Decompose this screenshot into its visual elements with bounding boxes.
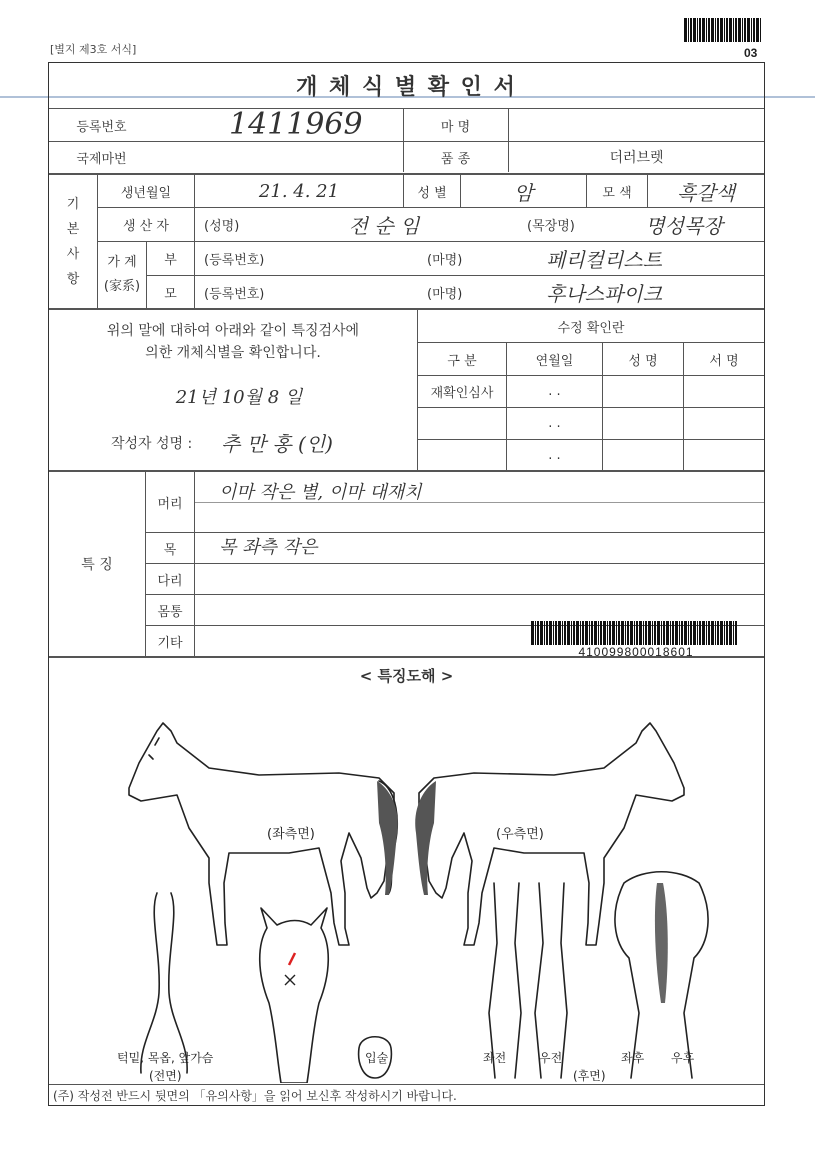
feature-neck-label: 목 bbox=[163, 542, 177, 558]
statement-line-2: 의한 개체식별을 확인합니다. bbox=[145, 345, 321, 361]
barcode-bar bbox=[558, 621, 561, 645]
barcode-bar bbox=[711, 621, 714, 645]
barcode-bar bbox=[654, 621, 656, 645]
divider bbox=[508, 109, 509, 172]
barcode-bar bbox=[531, 621, 534, 645]
barcode-bar bbox=[717, 621, 719, 645]
right-side-horse-outline bbox=[419, 723, 684, 945]
barcode-bar bbox=[562, 621, 563, 645]
barcode-bar bbox=[553, 621, 554, 645]
barcode-bar bbox=[720, 18, 723, 42]
sire-name-label: (마명) bbox=[427, 253, 463, 268]
feature-body-label: 몸통 bbox=[157, 604, 183, 620]
coat-value: 흑갈색 bbox=[677, 180, 735, 205]
divider bbox=[146, 594, 764, 595]
barcode-bar bbox=[708, 621, 710, 645]
form-tag: [별지 제3호 서식] bbox=[50, 43, 137, 56]
breeder-name-label: (성명) bbox=[204, 219, 240, 234]
divider bbox=[683, 343, 684, 470]
barcode-bar bbox=[715, 18, 716, 42]
barcode-bar bbox=[699, 621, 701, 645]
barcode-bar bbox=[591, 621, 593, 645]
barcode-bar bbox=[598, 621, 599, 645]
barcode-bar bbox=[657, 621, 660, 645]
revision-row-1-type: 재확인심사 bbox=[430, 386, 494, 401]
barcode-bar bbox=[726, 621, 728, 645]
barcode-bar bbox=[639, 621, 642, 645]
barcode-bar bbox=[661, 621, 662, 645]
barcode-bar bbox=[549, 621, 552, 645]
sex-label: 성 별 bbox=[417, 185, 447, 201]
barcode-bar bbox=[735, 18, 737, 42]
horse-name-label: 마 명 bbox=[440, 119, 471, 135]
barcode-bar bbox=[567, 621, 570, 645]
intl-no-value bbox=[155, 142, 403, 172]
feature-barcode bbox=[531, 621, 741, 645]
reg-no-value: 1411969 bbox=[229, 106, 363, 142]
front-label: 턱밑, 목옵, 앞가슴 bbox=[117, 1051, 214, 1065]
birth-value: 21. 4. 21 bbox=[258, 180, 340, 202]
barcode-bar bbox=[738, 18, 741, 42]
rear-view-outline bbox=[615, 872, 708, 1078]
horse-diagram bbox=[49, 683, 764, 1083]
writer-value: 추 만 홍 (인) bbox=[221, 431, 333, 456]
barcode-bar bbox=[715, 621, 716, 645]
barcode-bar bbox=[672, 621, 674, 645]
barcode-bar bbox=[724, 18, 725, 42]
revision-header-type: 구 분 bbox=[447, 353, 477, 369]
head-front-outline bbox=[260, 908, 329, 1083]
barcode-bar bbox=[729, 621, 732, 645]
barcode-bar bbox=[753, 18, 755, 42]
barcode-bar bbox=[555, 621, 557, 645]
barcode-bar bbox=[603, 621, 606, 645]
birth-label: 생년월일 bbox=[120, 185, 172, 201]
barcode-bar bbox=[747, 18, 750, 42]
barcode-bar bbox=[616, 621, 617, 645]
intl-no-label: 국제마번 bbox=[76, 151, 127, 167]
revision-row-2-date: . . bbox=[548, 416, 561, 431]
coat-label: 모 색 bbox=[602, 185, 632, 201]
barcode-bar bbox=[670, 621, 671, 645]
divider bbox=[194, 472, 195, 656]
writer-label: 작성자 성명 : bbox=[111, 436, 193, 452]
barcode-bar bbox=[589, 621, 590, 645]
divider bbox=[602, 343, 603, 470]
barcode-bar bbox=[663, 621, 665, 645]
revision-row-1-date: . . bbox=[548, 384, 561, 399]
barcode-bar bbox=[537, 621, 539, 645]
page-number: 03 bbox=[744, 46, 758, 60]
breed-value: 더러브렛 bbox=[609, 150, 664, 166]
front-neck-outline bbox=[141, 893, 187, 1073]
barcode-bar bbox=[564, 621, 566, 645]
barcode-bar bbox=[679, 621, 680, 645]
left-side-label: (좌측면) bbox=[267, 827, 315, 842]
barcode-bar bbox=[706, 621, 707, 645]
front-right-leg-label: 우전 bbox=[539, 1051, 563, 1065]
barcode-bar bbox=[711, 18, 714, 42]
barcode-bar bbox=[618, 621, 620, 645]
barcode-bar bbox=[697, 621, 698, 645]
barcode-bar bbox=[594, 621, 597, 645]
barcode-bar bbox=[688, 18, 689, 42]
pedigree-label-hanja: (家系) bbox=[103, 279, 141, 294]
barcode-bar bbox=[744, 18, 746, 42]
divider bbox=[506, 343, 507, 470]
barcode-bar bbox=[585, 621, 588, 645]
dam-name-value: 후나스파이크 bbox=[546, 281, 662, 306]
lips-label: 입술 bbox=[365, 1051, 389, 1065]
barcode-bar bbox=[625, 621, 626, 645]
revision-header-sign: 서 명 bbox=[709, 353, 739, 369]
reg-no-label: 등록번호 bbox=[76, 119, 127, 135]
barcode-bar bbox=[535, 621, 536, 645]
page-title: 개 체 식 별 확 인 서 bbox=[296, 75, 517, 100]
left-side-horse-outline bbox=[129, 723, 397, 945]
barcode-bar bbox=[630, 621, 633, 645]
dam-reg-label: (등록번호) bbox=[204, 286, 265, 302]
barcode-bar bbox=[735, 621, 737, 645]
barcode-bar bbox=[708, 18, 710, 42]
sire-name-value: 페리컬리스트 bbox=[546, 248, 662, 272]
revision-title: 수정 확인란 bbox=[557, 320, 625, 336]
barcode-bar bbox=[634, 621, 635, 645]
barcode-bar bbox=[582, 621, 584, 645]
pedigree-label bbox=[98, 242, 146, 308]
basic-section-label: 기 본 사 항 bbox=[66, 196, 80, 287]
barcode-bar bbox=[733, 621, 734, 645]
barcode-bar bbox=[751, 18, 752, 42]
barcode-bar bbox=[688, 621, 689, 645]
barcode-bar bbox=[724, 621, 725, 645]
feature-neck-value: 목 좌측 작은 bbox=[219, 537, 318, 558]
breed-label: 품 종 bbox=[440, 151, 471, 167]
barcode-bar bbox=[693, 621, 696, 645]
barcode-bar bbox=[699, 18, 701, 42]
barcode-bar bbox=[733, 18, 734, 42]
barcode-bar bbox=[684, 18, 687, 42]
barcode-bar bbox=[690, 621, 692, 645]
breeder-label: 생 산 자 bbox=[123, 219, 169, 234]
barcode-bar bbox=[742, 18, 743, 42]
footer-note: (주) 작성전 반드시 뒷면의 「유의사항」을 읽어 보신후 작성하시기 바랍니다. bbox=[53, 1088, 457, 1103]
feature-head-label: 머리 bbox=[157, 496, 183, 512]
barcode-bar bbox=[627, 621, 629, 645]
statement-line-1: 위의 말에 대하여 아래와 같이 특징검사에 bbox=[106, 323, 360, 339]
barcode-bar bbox=[690, 18, 692, 42]
revision-header-date: 연월일 bbox=[535, 353, 574, 369]
feature-barcode-number: 410099800018601 bbox=[578, 645, 694, 659]
barcode-bar bbox=[702, 18, 705, 42]
barcode-bar bbox=[652, 621, 653, 645]
barcode-bar bbox=[645, 621, 647, 645]
divider bbox=[195, 502, 764, 503]
barcode-bar bbox=[636, 621, 638, 645]
barcode-bar bbox=[693, 18, 696, 42]
diagram-title: < 특징도해 > bbox=[359, 666, 454, 685]
barcode-bar bbox=[643, 621, 644, 645]
rear-right-leg-label: 우후 bbox=[671, 1051, 695, 1065]
divider bbox=[403, 109, 404, 172]
sire-label: 부 bbox=[164, 253, 177, 268]
barcode-bar bbox=[666, 621, 669, 645]
barcode-bar bbox=[706, 18, 707, 42]
barcode-bar bbox=[546, 621, 548, 645]
barcode-bar bbox=[702, 621, 705, 645]
barcode-bar bbox=[621, 621, 624, 645]
barcode-bar bbox=[681, 621, 683, 645]
identification-form bbox=[48, 62, 765, 1106]
barcode-bar bbox=[675, 621, 678, 645]
sex-value: 암 bbox=[513, 180, 534, 205]
barcode-bar bbox=[571, 621, 572, 645]
confirm-date: 21년 10월 8 일 bbox=[175, 387, 303, 408]
barcode-bar bbox=[612, 621, 615, 645]
top-barcode bbox=[684, 18, 764, 42]
right-side-label: (우측면) bbox=[496, 827, 544, 842]
feature-leg-label: 다리 bbox=[157, 573, 183, 589]
barcode-bar bbox=[544, 621, 545, 645]
barcode-bar bbox=[573, 621, 575, 645]
barcode-bar bbox=[697, 18, 698, 42]
barcode-bar bbox=[726, 18, 728, 42]
revision-row-3-date: . . bbox=[548, 447, 561, 463]
barcode-bar bbox=[760, 18, 761, 42]
barcode-bar bbox=[607, 621, 608, 645]
barcode-bar bbox=[600, 621, 602, 645]
barcode-bar bbox=[580, 621, 581, 645]
front-sub-label: (전면) bbox=[149, 1069, 182, 1083]
dam-label: 모 bbox=[164, 286, 177, 302]
horse-name-value bbox=[509, 109, 764, 141]
rear-left-leg-label: 좌후 bbox=[621, 1051, 645, 1065]
barcode-bar bbox=[540, 621, 543, 645]
barcode-bar bbox=[720, 621, 723, 645]
sire-reg-label: (등록번호) bbox=[204, 253, 265, 268]
barcode-bar bbox=[684, 621, 687, 645]
barcode-bar bbox=[729, 18, 732, 42]
barcode-bar bbox=[756, 18, 759, 42]
divider bbox=[146, 563, 764, 564]
feature-head-value: 이마 작은 별, 이마 대재치 bbox=[219, 482, 422, 503]
barcode-bar bbox=[717, 18, 719, 42]
features-section-label: 특 징 bbox=[81, 557, 113, 573]
barcode-bar bbox=[576, 621, 579, 645]
rear-label: (후면) bbox=[573, 1069, 606, 1083]
dam-name-label: (마명) bbox=[427, 286, 463, 302]
feature-other-label: 기타 bbox=[157, 635, 183, 651]
breeder-name-value: 전 순 임 bbox=[348, 214, 420, 238]
revision-header-name: 성 명 bbox=[628, 353, 658, 369]
barcode-bar bbox=[609, 621, 611, 645]
farm-value: 명성목장 bbox=[645, 214, 723, 238]
pedigree-label-ko: 가 계 bbox=[107, 255, 137, 270]
farm-label: (목장명) bbox=[527, 219, 575, 234]
barcode-bar bbox=[648, 621, 651, 645]
front-left-leg-label: 좌전 bbox=[483, 1051, 507, 1065]
